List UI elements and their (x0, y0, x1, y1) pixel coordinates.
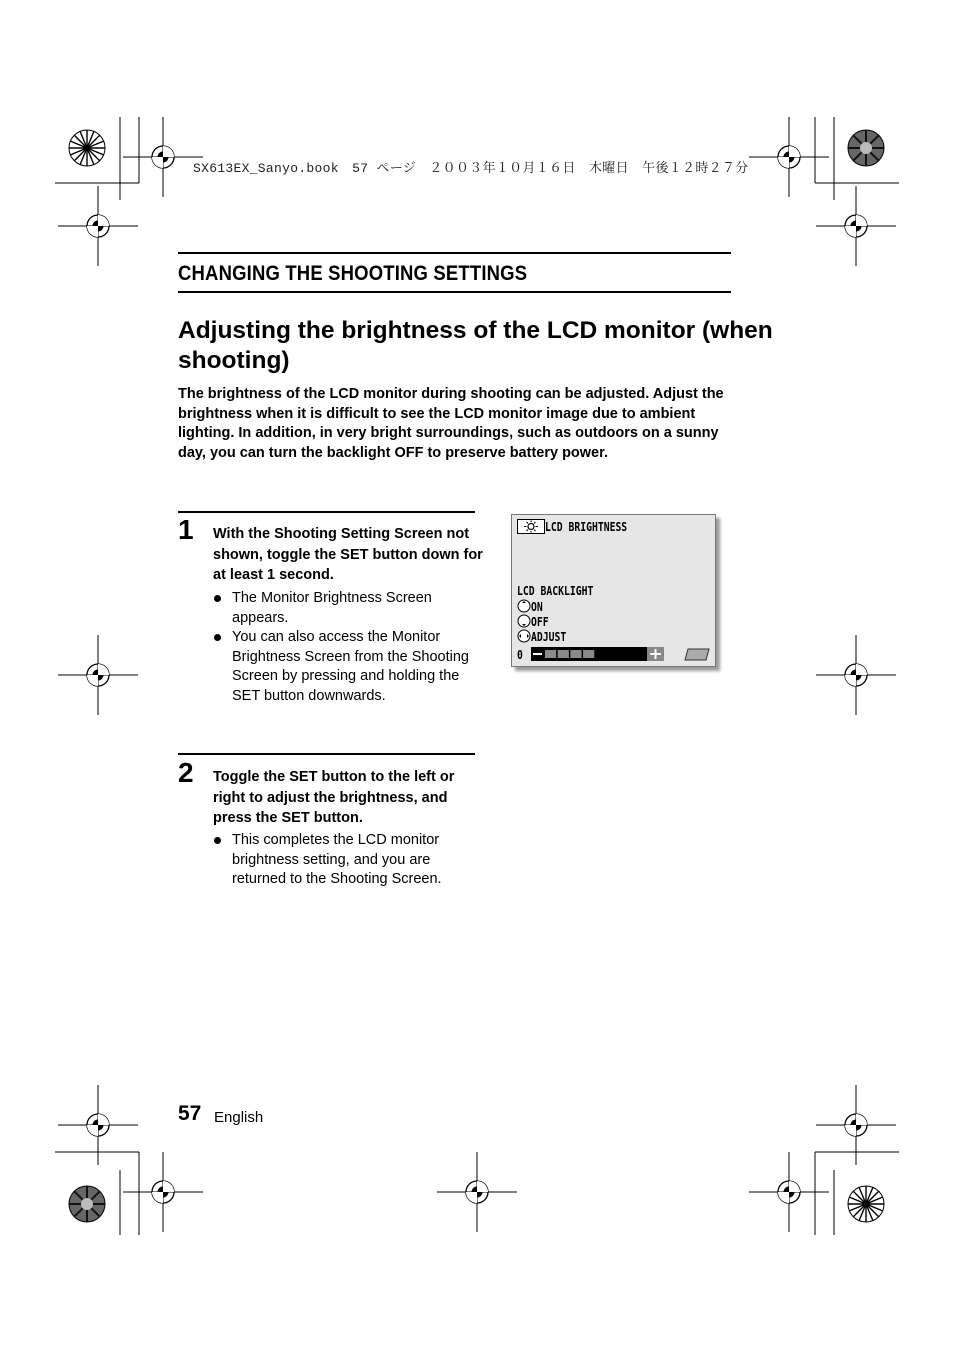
sun-icon (517, 519, 545, 534)
step-1-number: 1 (178, 514, 194, 545)
step-2-rule (178, 753, 475, 755)
page-title: Adjusting the brightness of the LCD monitor (when shooting) (178, 317, 773, 374)
bullet-icon (214, 595, 221, 602)
set-leftright-icon (517, 629, 531, 643)
lcd-option-on: ON (531, 599, 543, 614)
lcd-backlight-label: LCD BACKLIGHT (517, 583, 594, 598)
brightness-segment (596, 650, 607, 658)
bullet-icon (214, 837, 221, 844)
section-rule-bottom (178, 291, 731, 293)
brightness-segment (570, 650, 581, 658)
step-2-number: 2 (178, 757, 194, 788)
brightness-segment (621, 650, 632, 658)
brightness-segment (545, 650, 556, 658)
brightness-segment (634, 650, 645, 658)
brightness-segment (608, 650, 619, 658)
page-number: 57 (178, 1102, 202, 1125)
list-item: The Monitor Brightness Screen appears. (213, 589, 475, 628)
page-language: English (214, 1109, 264, 1126)
brightness-slider (531, 646, 664, 662)
section-rule-top (178, 252, 731, 254)
step-1-rule (178, 511, 475, 513)
brightness-segment (558, 650, 569, 658)
bullet-icon (214, 634, 221, 641)
lcd-option-adjust: ADJUST (531, 629, 567, 644)
set-up-icon (517, 599, 531, 613)
step-2-heading: Toggle the SET button to the left or right to adjust the brightness, and press the SET button. (213, 769, 455, 826)
step-2-bullets (213, 831, 475, 890)
lcd-title: LCD BRIGHTNESS (545, 519, 628, 534)
lcd-brightness-value: 0 (517, 647, 523, 662)
step-1-bullets (213, 589, 475, 706)
step-1-heading: With the Shooting Setting Screen not shown, toggle the SET button down for at least 1 second. (213, 526, 483, 583)
lcd-option-off: OFF (531, 614, 549, 629)
brightness-segment (583, 650, 594, 658)
print-info-line: SX613EX_Sanyo.book 57 ページ ２００３年１０月１６日 木曜日 午後１２時２７分 (193, 161, 749, 176)
plus-icon (647, 647, 664, 661)
intro-paragraph: The brightness of the LCD monitor during shooting can be adjusted. Adjust the brightness when it is difficult to see the LCD monitor image due to ambient lighting. In addition, in very bright surroundings, such as outdoors on a sunny day, you can turn the backlight OFF to preserve battery power. (178, 386, 724, 461)
list-item: You can also access the Monitor Brightness Screen from the Shooting Screen by pressing and holding the SET button downwards. (213, 628, 475, 706)
set-down-icon (517, 614, 531, 628)
list-item: This completes the LCD monitor brightness setting, and you are returned to the Shooting Screen. (213, 831, 475, 890)
lcd-brightness-screen (511, 514, 716, 667)
section-title: CHANGING THE SHOOTING SETTINGS (178, 262, 528, 285)
battery-icon (684, 648, 710, 661)
